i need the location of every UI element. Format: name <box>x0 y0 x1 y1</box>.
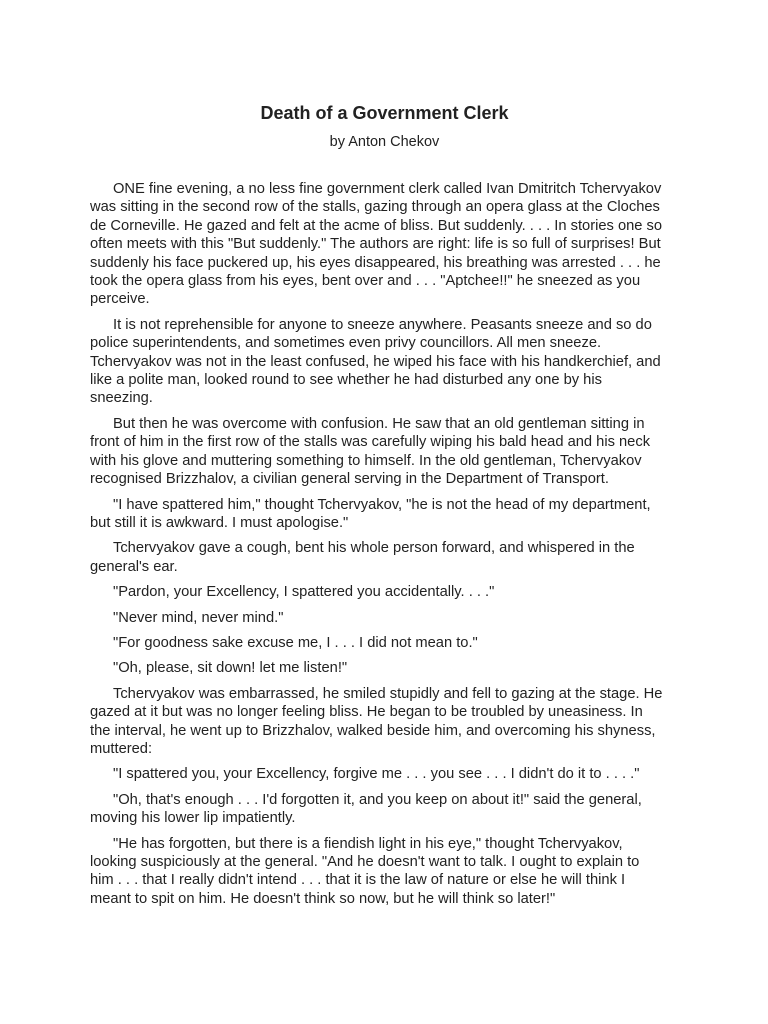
paragraph: "Oh, please, sit down! let me listen!" <box>113 660 348 677</box>
paragraph: "I spattered you, your Excellency, forgive me . . . you see . . . I didn't do it to . . . ." <box>113 766 640 783</box>
paragraph: But then he was overcome with confusion. He saw that an old gentleman sitting in front of him in the first row of the stalls was carefully wiping his bald head and his neck with his glove and muttering something to himself. In the old gentleman, Tchervyakov recognised Brizzhalov, a civilian general serving in the Department of Transport. <box>90 415 651 488</box>
paragraph: ONE fine evening, a no less fine government clerk called Ivan Dmitritch Tchervyakov was sitting in the second row of the stalls, gazing through an opera glass at the Cloches de Corneville. He gazed and felt at the acme of bliss. But suddenly. . . . In stories one so often meets with this "But suddenly." The authors are right: life is so full of surprises! But suddenly his face puckered up, his eyes disappeared, his breathing was arrested . . . he took the opera glass from his eyes, bent over and . . . "Aptchee!!" he sneezed as you perceive. <box>90 181 663 308</box>
paragraph: It is not reprehensible for anyone to sneeze anywhere. Peasants sneeze and so do police superintendents, and sometimes even privy councillors. All men sneeze. Tchervyakov was not in the least confused, he wiped his face with his handkerchief, and like a polite man, looked round to see whether he had disturbed any one by his sneezing. <box>90 316 661 407</box>
paragraph: Tchervyakov gave a cough, bent his whole person forward, and whispered in the general's ear. <box>90 540 635 575</box>
paragraph: "I have spattered him," thought Tchervyakov, "he is not the head of my department, but still it is awkward. I must apologise." <box>90 496 651 531</box>
document-title: Death of a Government Clerk <box>260 103 509 123</box>
document-body <box>90 180 679 908</box>
paragraph: "Pardon, your Excellency, I spattered you accidentally. . . ." <box>113 584 495 601</box>
paragraph: "For goodness sake excuse me, I . . . I did not mean to." <box>113 634 478 651</box>
paragraph: "Never mind, never mind." <box>113 609 284 626</box>
paragraph: "He has forgotten, but there is a fiendish light in his eye," thought Tchervyakov, looking suspiciously at the general. "And he doesn't want to talk. I ought to explain to him . . . that I really didn't intend . . . that it is the law of nature or else he will think I meant to spit on him. He doesn't think so now, but he will think so later!" <box>90 835 640 907</box>
document-byline: by Anton Chekov <box>329 134 440 150</box>
paragraph: "Oh, that's enough . . . I'd forgotten it, and you keep on about it!" said the general, moving his lower lip impatiently. <box>90 791 642 827</box>
paragraph: Tchervyakov was embarrassed, he smiled stupidly and fell to gazing at the stage. He gazed at it but was no longer feeling bliss. He began to be troubled by uneasiness. In the interval, he went up to Brizzhalov, walked beside him, and overcoming his shyness, muttered: <box>90 685 663 757</box>
